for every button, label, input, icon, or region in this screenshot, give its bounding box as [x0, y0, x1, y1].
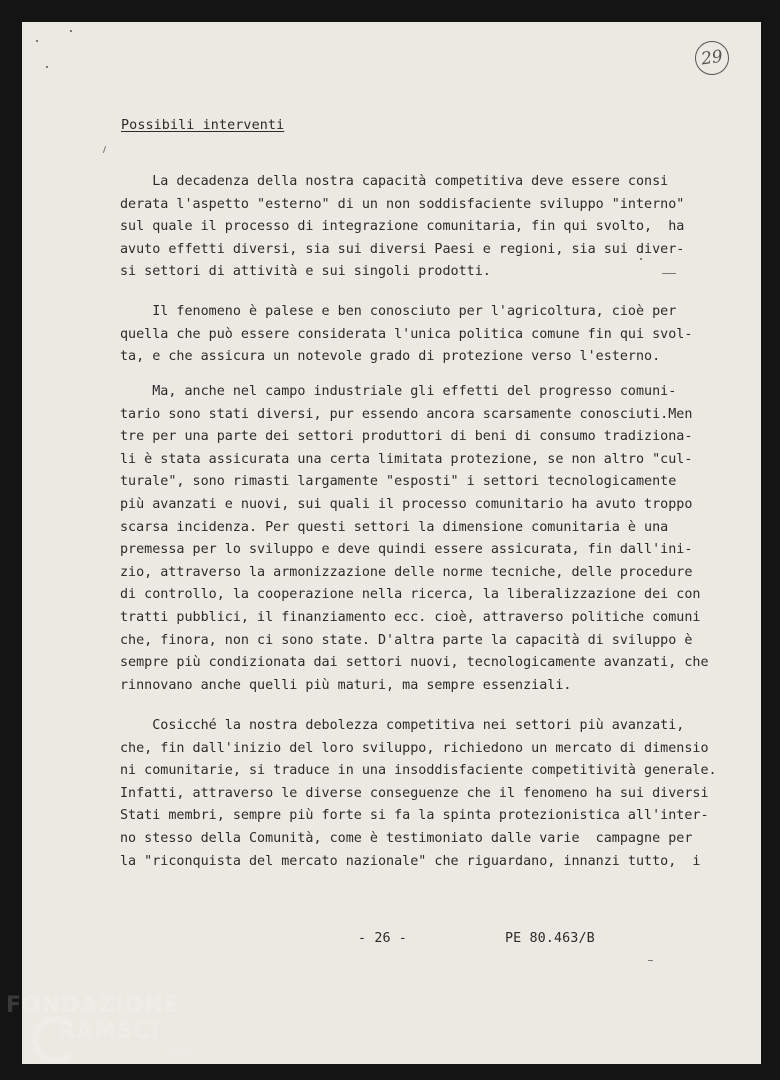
text-line: di controllo, la cooperazione nella ricerca, la liberalizzazione dei con [120, 587, 701, 603]
text-line: li è stata assicurata una certa limitata protezione, se non altro "cul- [120, 451, 693, 467]
watermark-line: RAMSCI [58, 1019, 161, 1044]
text-line: Stati membri, sempre più forte si fa la spinta protezionistica all'inter- [120, 808, 709, 824]
text-line: Cosicché la nostra debolezza competitiva nei settori più avanzati, [120, 718, 685, 733]
text-line: La decadenza della nostra capacità competitiva deve essere consi [120, 174, 669, 189]
text-line: rinnovano anche quelli più maturi, ma sempre essenziali. [120, 677, 572, 693]
paragraph [120, 715, 717, 873]
text-line: tratti pubblici, il finanziamento ecc. cioè, attraverso politiche comuni [120, 609, 701, 625]
text-line: sempre più condizionata dai settori nuovi, tecnologicamente avanzati, che [120, 655, 709, 671]
text-line: zio, attraverso la armonizzazione delle norme tecniche, delle procedure [120, 564, 693, 580]
pen-mark [648, 960, 653, 961]
paragraph [120, 381, 709, 697]
section-heading: Possibili interventi [121, 118, 285, 133]
text-line: derata l'aspetto "esterno" di un non soddisfaciente sviluppo "interno" [120, 196, 685, 212]
watermark [6, 993, 193, 1059]
paragraph [120, 171, 705, 284]
document-reference: PE 80.463/B [505, 931, 595, 946]
paragraph [120, 301, 705, 369]
text-line: Infatti, attraverso le diverse conseguenze che il fenomeno ha sui diversi [120, 785, 709, 801]
text-line: che, fin dall'inizio del loro sviluppo, richiedono un mercato di dimensio [120, 740, 709, 756]
text-line: Ma, anche nel campo industriale gli effetti del progresso comuni- [120, 384, 677, 399]
text-line: sul quale il processo di integrazione comunitaria, fin qui svolto, ha [120, 219, 685, 235]
text-line: più avanzati e nuovi, sui quali il processo comunitario ha avuto troppo [120, 496, 693, 512]
text-line: la "riconquista del mercato nazionale" che riguardano, innanzi tutto, i [120, 853, 701, 869]
dust-speck [46, 66, 48, 68]
text-line: no stesso della Comunità, come è testimoniato dalle varie campagne per [120, 830, 693, 846]
text-line: ta, e che assicura un notevole grado di protezione verso l'esterno. [120, 349, 661, 365]
text-line: avuto effetti diversi, sia sui diversi Paesi e regioni, sia sui diver- [120, 241, 685, 257]
text-line: turale", sono rimasti largamente "esposti" i settori tecnologicamente [120, 474, 677, 490]
watermark-line: FONDAZIONE [6, 993, 180, 1018]
dust-speck [36, 40, 38, 42]
text-line: si settori di attività e sui singoli prodotti. [120, 264, 491, 280]
text-line: ni comunitarie, si traduce in una insoddisfaciente competitività generale. [120, 763, 717, 779]
text-line: quella che può essere considerata l'unica politica comune fin qui svol- [120, 326, 693, 342]
page-number: - 26 - [358, 931, 407, 946]
text-line: tario sono stati diversi, pur essendo ancora scarsamente conosciuti.Men [120, 406, 693, 422]
text-line: premessa per lo sviluppo e deve quindi essere assicurata, fin dall'ini- [120, 542, 693, 558]
text-line: che, finora, non ci sono state. D'altra parte la capacità di sviluppo è [120, 632, 693, 648]
text-line: Il fenomeno è palese e ben conosciuto per l'agricoltura, cioè per [120, 304, 677, 319]
watermark-subtitle: onlus [166, 1049, 193, 1059]
dust-speck [70, 30, 72, 32]
text-line: scarsa incidenza. Per questi settori la dimensione comunitaria è una [120, 519, 669, 535]
text-line: tre per una parte dei settori produttori di beni di consumo tradiziona- [120, 429, 693, 445]
circled-page-number: 29 [693, 39, 731, 77]
